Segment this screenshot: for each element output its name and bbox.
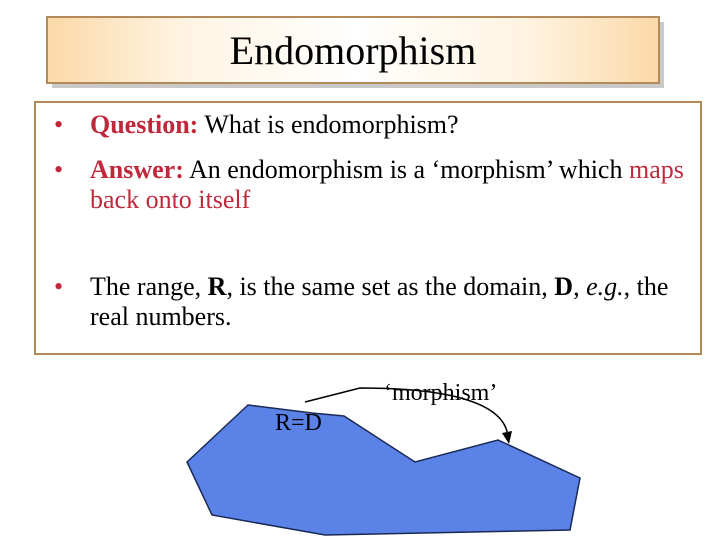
bullet-answer — [54, 155, 690, 215]
answer-text: An endomorphism is a ‘morphism’ which — [183, 155, 629, 184]
bullet-range-domain — [54, 272, 690, 332]
set-label: R=D — [275, 410, 322, 436]
question-label: Question: — [90, 110, 199, 139]
set-shape — [187, 405, 580, 535]
domain-symbol: D — [554, 272, 574, 301]
answer-highlight: maps back onto itself — [90, 155, 684, 214]
content-box — [34, 101, 702, 355]
endomorphism-diagram — [0, 355, 720, 540]
bullet-text — [90, 110, 690, 140]
bullet-text — [90, 155, 690, 215]
slide-title — [46, 16, 660, 84]
question-text: What is endomorphism? — [198, 110, 459, 139]
slide-title-text: Endomorphism — [229, 27, 477, 73]
bullet-text — [90, 272, 690, 332]
range-text-2: , is the same set as the domain, — [226, 272, 555, 301]
bullet-dot: • — [54, 110, 64, 139]
range-symbol: R — [207, 272, 227, 301]
eg-text: e.g. — [586, 272, 624, 301]
bullet-dot: • — [54, 272, 64, 301]
bullet-dot: • — [54, 155, 64, 184]
morphism-label: ‘morphism’ — [384, 380, 498, 406]
bullet-question — [54, 110, 690, 140]
answer-label: Answer: — [90, 155, 184, 184]
range-text-4: , the real numbers. — [90, 272, 669, 331]
range-text-1: The range, — [90, 272, 208, 301]
range-text-3: , — [573, 272, 587, 301]
